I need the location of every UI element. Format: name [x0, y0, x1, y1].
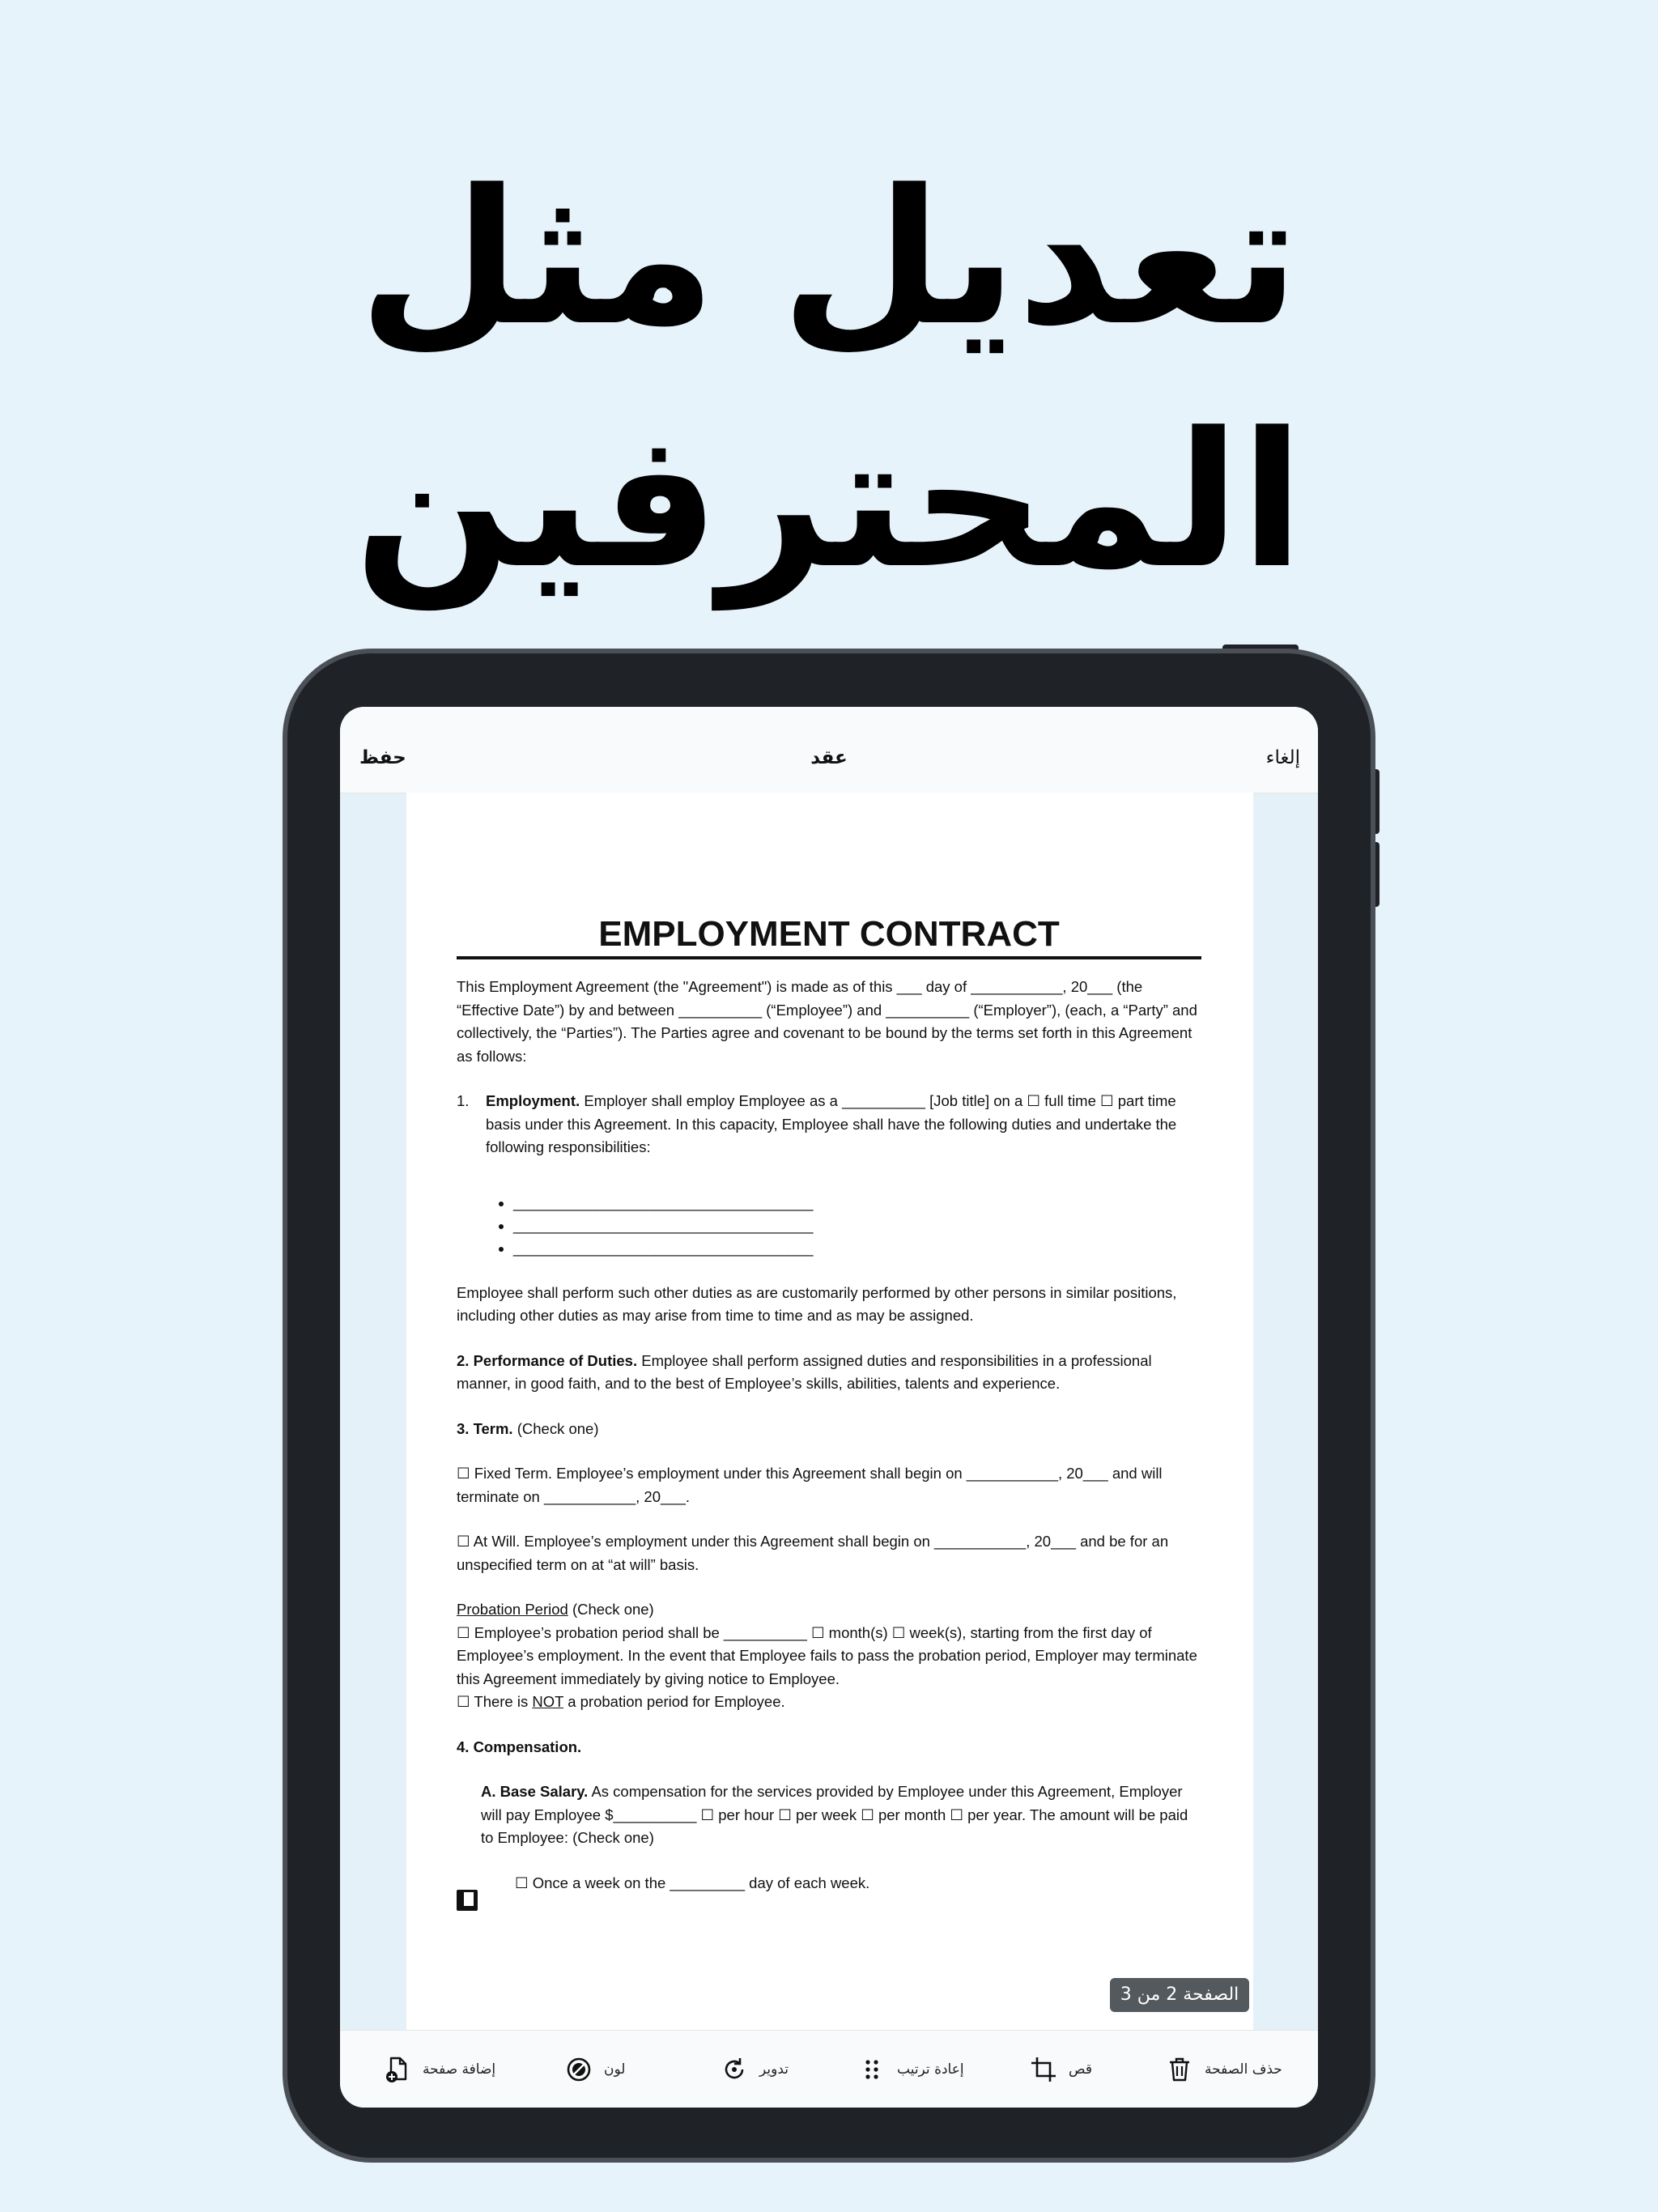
delete-page-label: حذف الصفحة: [1205, 2061, 1282, 2078]
probation-text: ☐ Employee’s probation period shall be __________ ☐ month(s) ☐ week(s), starting from the first day of Employee’s employment. In the event that Employee fails to pass the probation period, Employer may terminate this Agreement immediately by giving notice to Employee.: [457, 1623, 1197, 1687]
reorder-label: إعادة ترتيب: [897, 2061, 964, 2078]
list-item: • ____________________________________: [513, 1192, 1201, 1214]
contract-title: EMPLOYMENT CONTRACT: [457, 914, 1201, 959]
cancel-button[interactable]: إلغاء: [1265, 747, 1300, 768]
drag-handle-icon: [858, 2056, 886, 2083]
reorder-button[interactable]: [858, 2050, 964, 2089]
term-fixed: ☐ Fixed Term. Employee’s employment under this Agreement shall begin on ___________, 20___ and will terminate on ___________, 20___.: [457, 1465, 1163, 1505]
promo-headline: تعديل مثل المحترفين: [354, 151, 1304, 610]
add-page-button[interactable]: [384, 2050, 495, 2089]
section-heading: Employment.: [486, 1092, 580, 1109]
section-compensation: [457, 1736, 1201, 1759]
duties-list: [457, 1192, 1201, 1260]
term-at-will: ☐ At Will. Employee’s employment under this Agreement shall begin on ___________, 20___ and be for an unspecified term on at “at will” basis.: [457, 1533, 1169, 1573]
probation-heading-line: [457, 1598, 1201, 1622]
salary-option: ☐ Once a week on the _________ day of each week.: [515, 1874, 870, 1891]
probation-none-end: a probation period for Employee.: [568, 1693, 785, 1710]
add-page-label: إضافة صفحة: [423, 2061, 496, 2078]
document-content: [457, 914, 1201, 1916]
base-salary: [457, 1780, 1201, 1850]
editor-toolbar: [340, 2030, 1318, 2108]
section-heading: 2. Performance of Duties.: [457, 1351, 638, 1369]
section-text: As compensation for the services provided by Employee under this Agreement, Employer will pay Employee $__________ ☐ per hour ☐ per week ☐ per month ☐ per year. The amount will be paid to Employee: (Check one): [481, 1783, 1188, 1846]
section-performance: [457, 1350, 1201, 1396]
section-employment: [457, 1090, 1201, 1159]
section-heading: A. Base Salary.: [481, 1783, 589, 1800]
page-indicator: الصفحة 2 من 3: [1110, 1978, 1249, 2012]
probation-none-start: ☐ There is: [457, 1693, 529, 1710]
crop-button[interactable]: [1030, 2050, 1092, 2089]
rotate-label: تدوير: [759, 2061, 789, 2078]
section-subtext: (Check one): [517, 1419, 599, 1437]
probation-none: [457, 1691, 1201, 1714]
section-term: [457, 1418, 1201, 1441]
color-icon: [565, 2056, 593, 2083]
crop-icon: [1030, 2056, 1057, 2083]
delete-page-button[interactable]: [1166, 2050, 1282, 2089]
section-text: Employee shall perform assigned duties and responsibilities in a professional manner, in good faith, and to the best of Employee’s skills, abilities, talents and experience.: [457, 1351, 1152, 1392]
probation-subtext: (Check one): [572, 1601, 654, 1618]
section-employment-after: Employee shall perform such other duties as are customarily performed by other persons in similar positions, including other duties as may arise from time to time and as may be assigned.: [457, 1283, 1177, 1324]
probation-none-emphasis: NOT: [532, 1693, 564, 1710]
crop-label: قص: [1069, 2061, 1092, 2078]
contract-intro: This Employment Agreement (the "Agreement") is made as of this ___ day of ___________, 20___ (the “Effective Date”) by and between __________ (“Employee”) and __________ (“Employer”), (each, a “Party” and collectively, the “Parties”). The Parties agree and covenant to be bound by the terms set forth in this Agreement as follows:: [457, 978, 1197, 1065]
trash-icon: [1166, 2056, 1193, 2083]
editor-screen: [340, 707, 1318, 2108]
save-button[interactable]: حفظ: [359, 747, 406, 768]
section-number: 1.: [457, 1092, 470, 1109]
section-text: Employer shall employ Employee as a __________ [Job title] on a ☐ full time ☐ part time basis under this Agreement. In this capacity, Employee shall have the following duties and undertake the following responsibilities:: [486, 1092, 1177, 1155]
section-heading: 4. Compensation.: [457, 1738, 582, 1755]
section-heading: 3. Term.: [457, 1419, 513, 1437]
color-button[interactable]: [565, 2050, 625, 2089]
document-title: عقد: [810, 747, 848, 768]
editor-top-bar: [340, 707, 1318, 793]
list-item: • ____________________________________: [513, 1237, 1201, 1260]
list-item: • ____________________________________: [513, 1214, 1201, 1237]
rotate-icon: [721, 2056, 748, 2083]
color-label: لون: [604, 2061, 626, 2078]
add-page-icon: [384, 2056, 411, 2083]
rotate-button[interactable]: [721, 2050, 789, 2089]
document-page[interactable]: [406, 793, 1253, 2030]
probation-heading: Probation Period: [457, 1601, 568, 1618]
document-logo-icon: [457, 1890, 478, 1911]
